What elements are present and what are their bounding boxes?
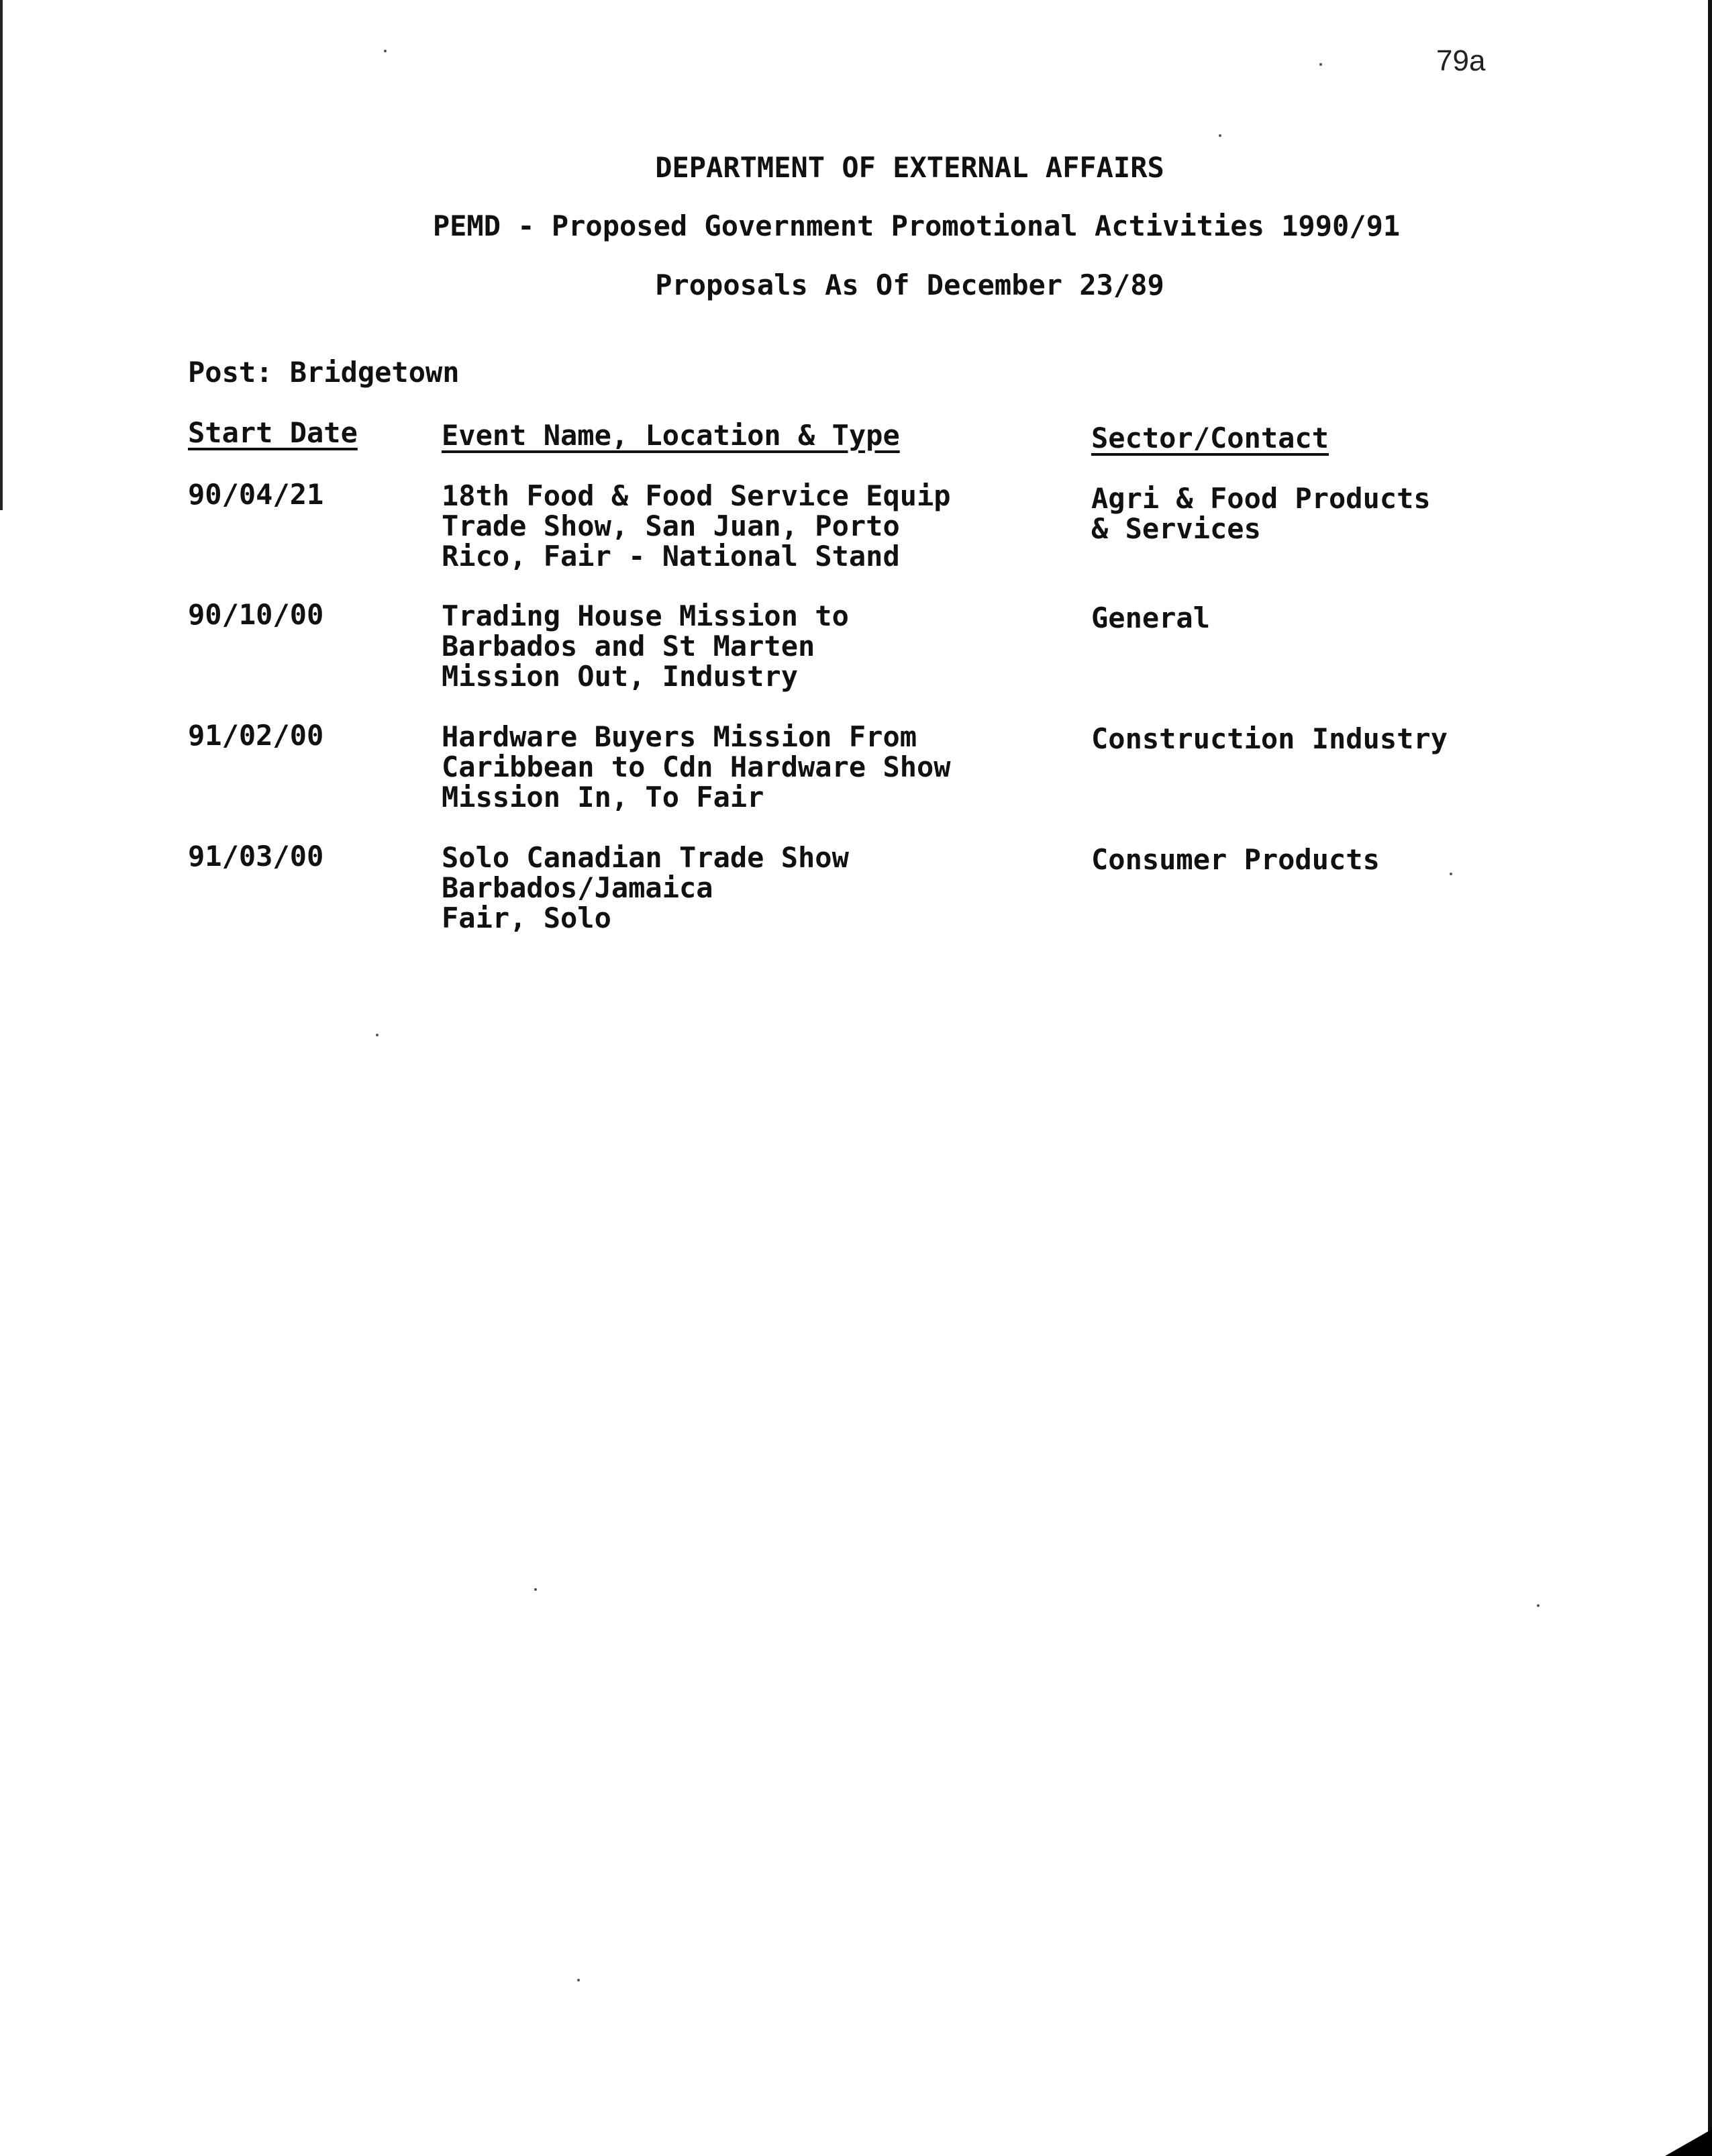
row-2-event: Trading House Mission to Barbados and St Marten Mission Out, Industry — [442, 599, 849, 693]
scan-speck — [534, 1588, 537, 1591]
row-3-event: Hardware Buyers Mission From Caribbean to Cdn Hardware Show Mission In, To Fair — [442, 720, 951, 814]
scan-left-edge — [0, 0, 3, 510]
scan-speck — [1450, 873, 1452, 875]
proposals-date-line: Proposals As Of December 23/89 — [655, 268, 1164, 301]
row-1-start-date: 90/04/21 — [188, 478, 324, 511]
row-4-sector: Consumer Products — [1091, 843, 1380, 876]
column-header-event: Event Name, Location & Type — [442, 419, 900, 452]
row-1-event: 18th Food & Food Service Equip Trade Show, San Juan, Porto Rico, Fair - National Stand — [442, 479, 951, 573]
row-1-sector: Agri & Food Products & Services — [1091, 482, 1431, 545]
document-subtitle: PEMD - Proposed Government Promotional Activities 1990/91 — [432, 209, 1401, 242]
scan-speck — [1319, 63, 1322, 66]
department-title: DEPARTMENT OF EXTERNAL AFFAIRS — [655, 151, 1164, 184]
scan-speck — [1537, 1604, 1540, 1607]
column-header-sector: Sector/Contact — [1091, 422, 1329, 454]
scan-corner-mark — [1665, 2129, 1712, 2156]
row-4-event: Solo Canadian Trade Show Barbados/Jamaica Fair, Solo — [442, 841, 849, 934]
column-header-start-date: Start Date — [188, 416, 358, 449]
post-label: Post: Bridgetown — [188, 356, 460, 389]
row-4-start-date: 91/03/00 — [188, 840, 324, 873]
scan-right-edge — [1708, 0, 1712, 2156]
scan-speck — [376, 1034, 379, 1036]
scan-speck — [384, 50, 387, 52]
row-2-start-date: 90/10/00 — [188, 598, 324, 631]
row-3-sector: Construction Industry — [1091, 722, 1448, 755]
row-2-sector: General — [1091, 601, 1211, 634]
scan-speck — [1219, 134, 1221, 137]
page-number: 79a — [1436, 44, 1486, 77]
scan-speck — [577, 1979, 580, 1981]
row-3-start-date: 91/02/00 — [188, 719, 324, 752]
